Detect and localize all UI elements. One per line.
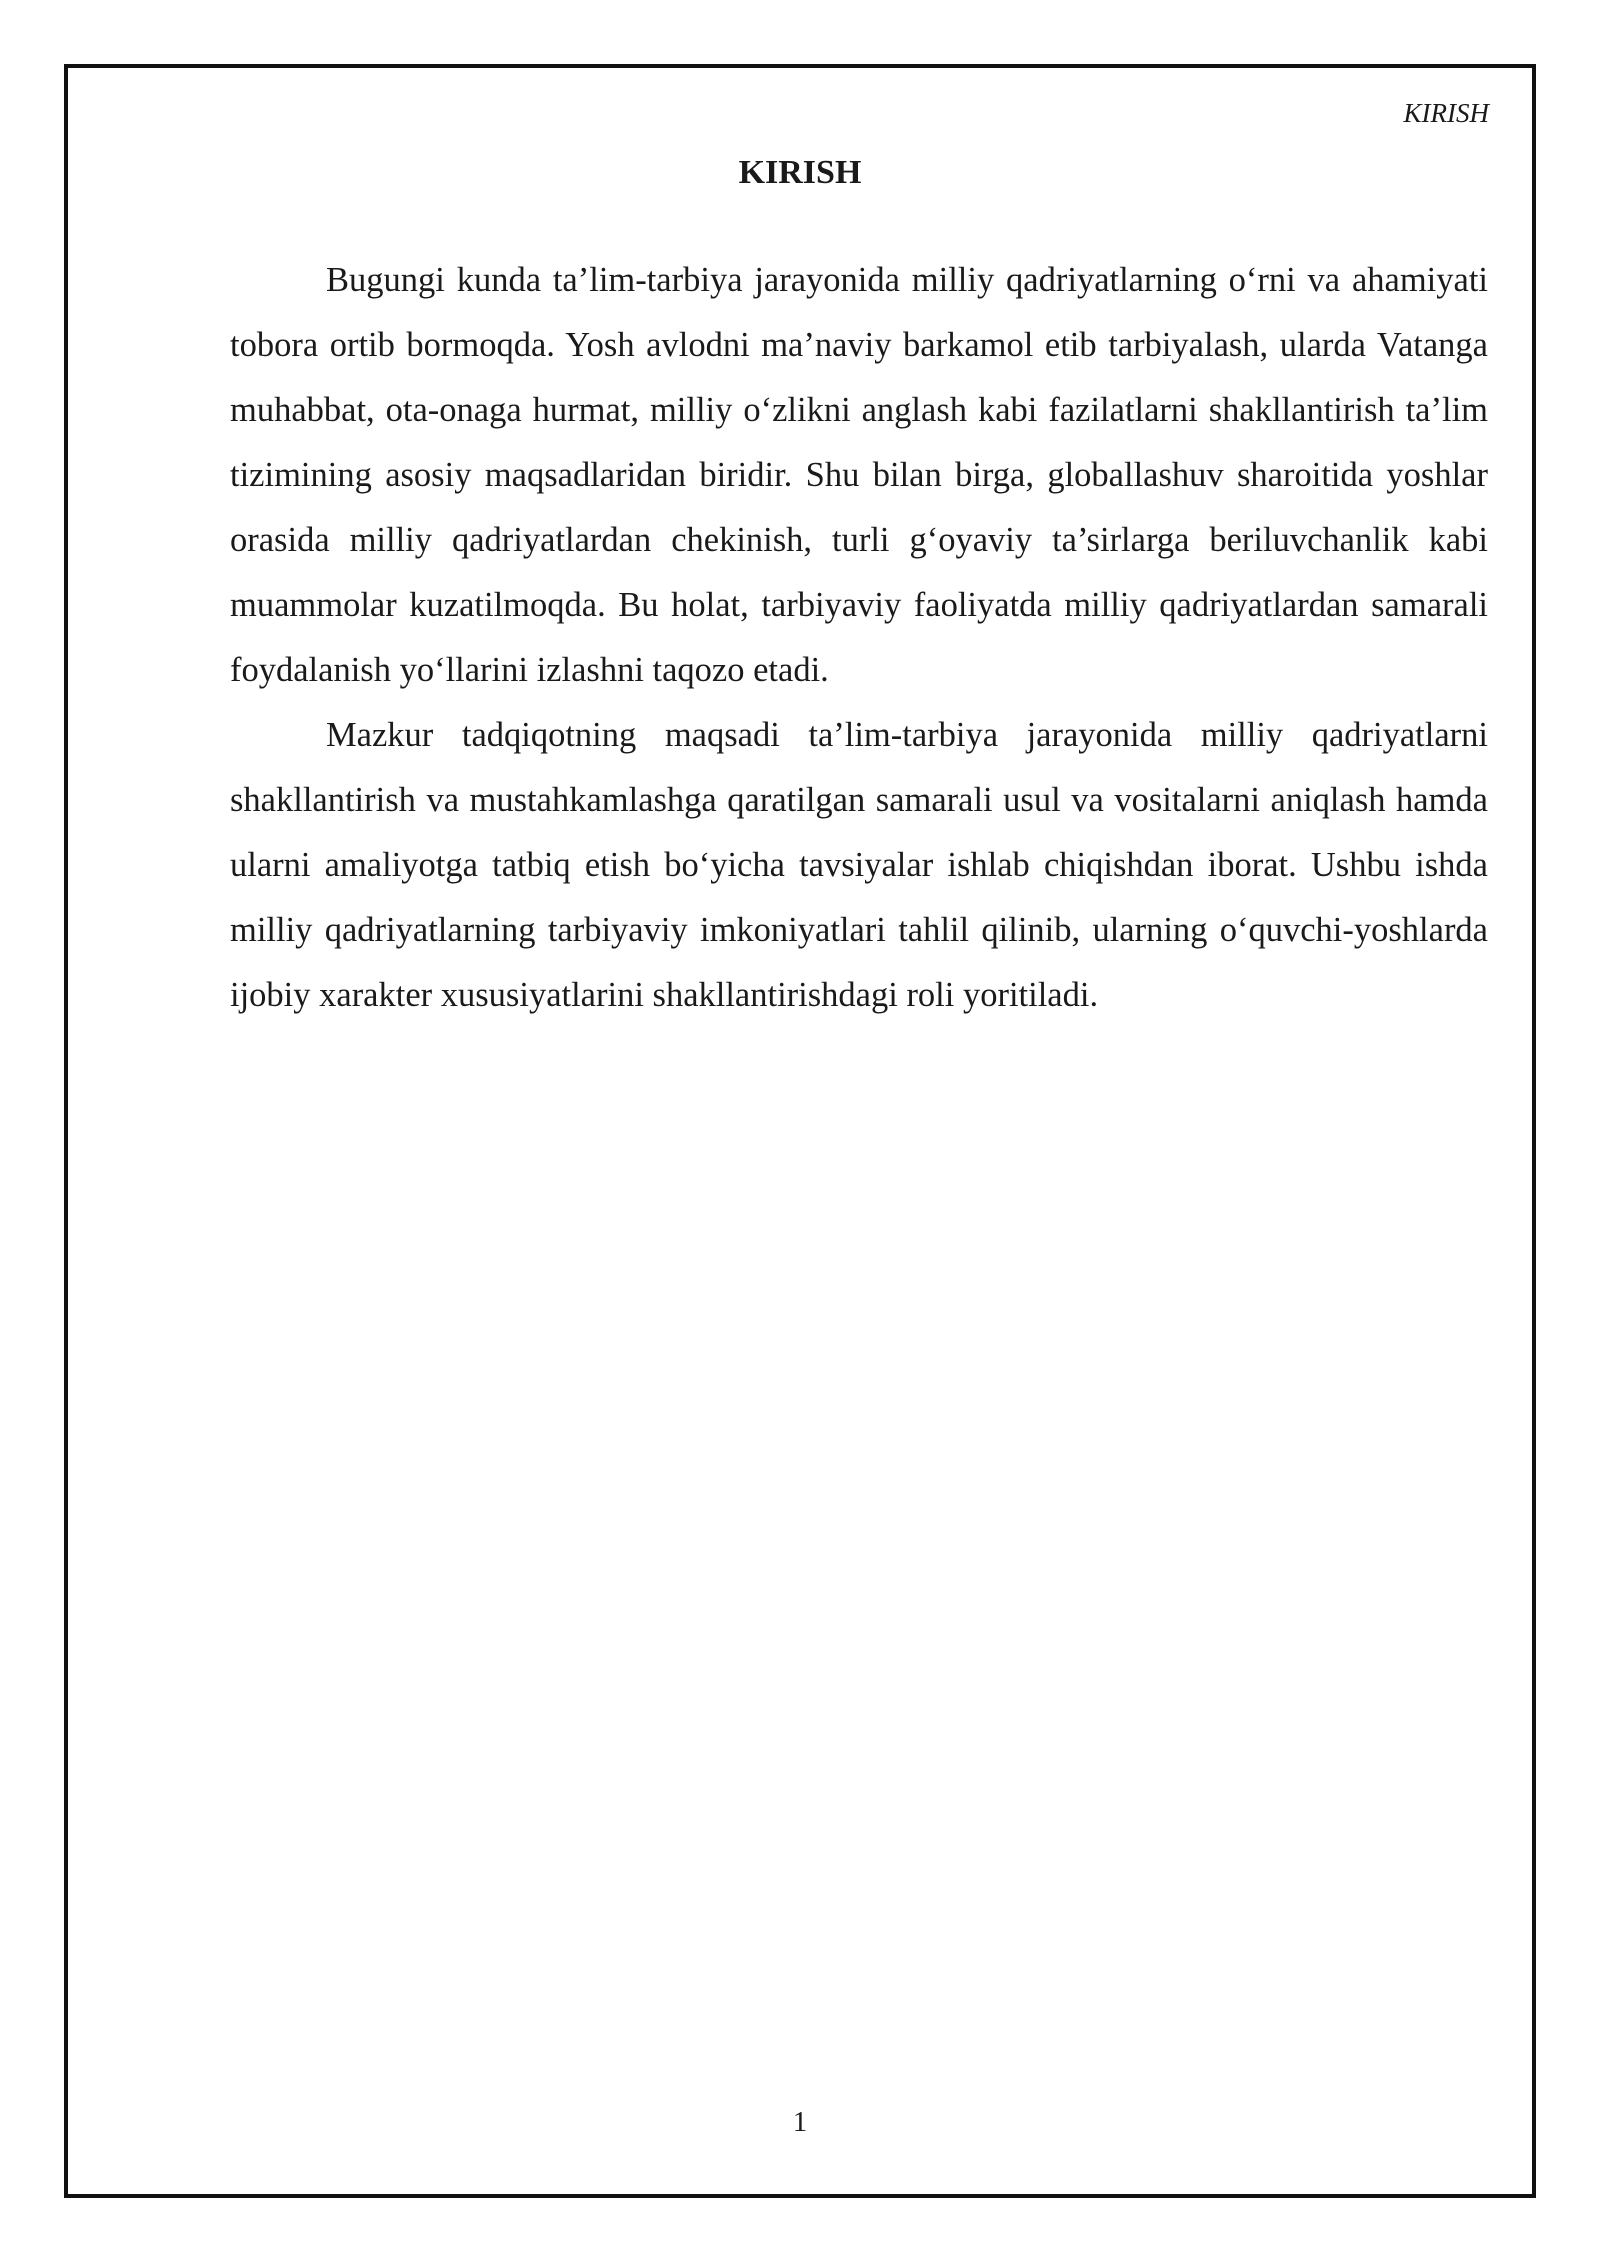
running-header: KIRISH xyxy=(1403,98,1489,128)
document-body xyxy=(230,248,1488,1028)
document-title: KIRISH xyxy=(738,154,862,191)
paragraph-1: Bugungi kunda ta’lim-tarbiya jarayonida milliy qadriyatlarning o‘rni va ahamiyati tobora ortib bormoqda. Yosh avlodni ma’naviy barkamol etib tarbiyalash, ularda Vatanga muhabbat, ota-onaga hurmat, milliy o‘zlikni anglash kabi fazilatlarni shakllantirish ta’lim tizimining asosiy maqsadlaridan biridir. Shu bilan birga, globallashuv sharoitida yoshlar orasida milliy qadriyatlardan chekinish, turli g‘oyaviy ta’sirlarga beriluvchanlik kabi muammolar kuzatilmoqda. Bu holat, tarbiyaviy faoliyatda milliy qadriyatlardan samarali foydalanish yo‘llarini izlashni taqozo etadi. xyxy=(230,261,1488,689)
paragraph-2: Mazkur tadqiqotning maqsadi ta’lim-tarbiya jarayonida milliy qadriyatlarni shakllantirish va mustahkamlashga qaratilgan samarali usul va vositalarni aniqlash hamda ularni amaliyotga tatbiq etish bo‘yicha tavsiyalar ishlab chiqishdan iborat. Ushbu ishda milliy qadriyatlarning tarbiyaviy imkoniyatlari tahlil qilinib, ularning o‘quvchi-yoshlarda ijobiy xarakter xususiyatlarini shakllantirishdagi roli yoritiladi. xyxy=(230,716,1488,1014)
page-number: 1 xyxy=(792,2106,808,2138)
